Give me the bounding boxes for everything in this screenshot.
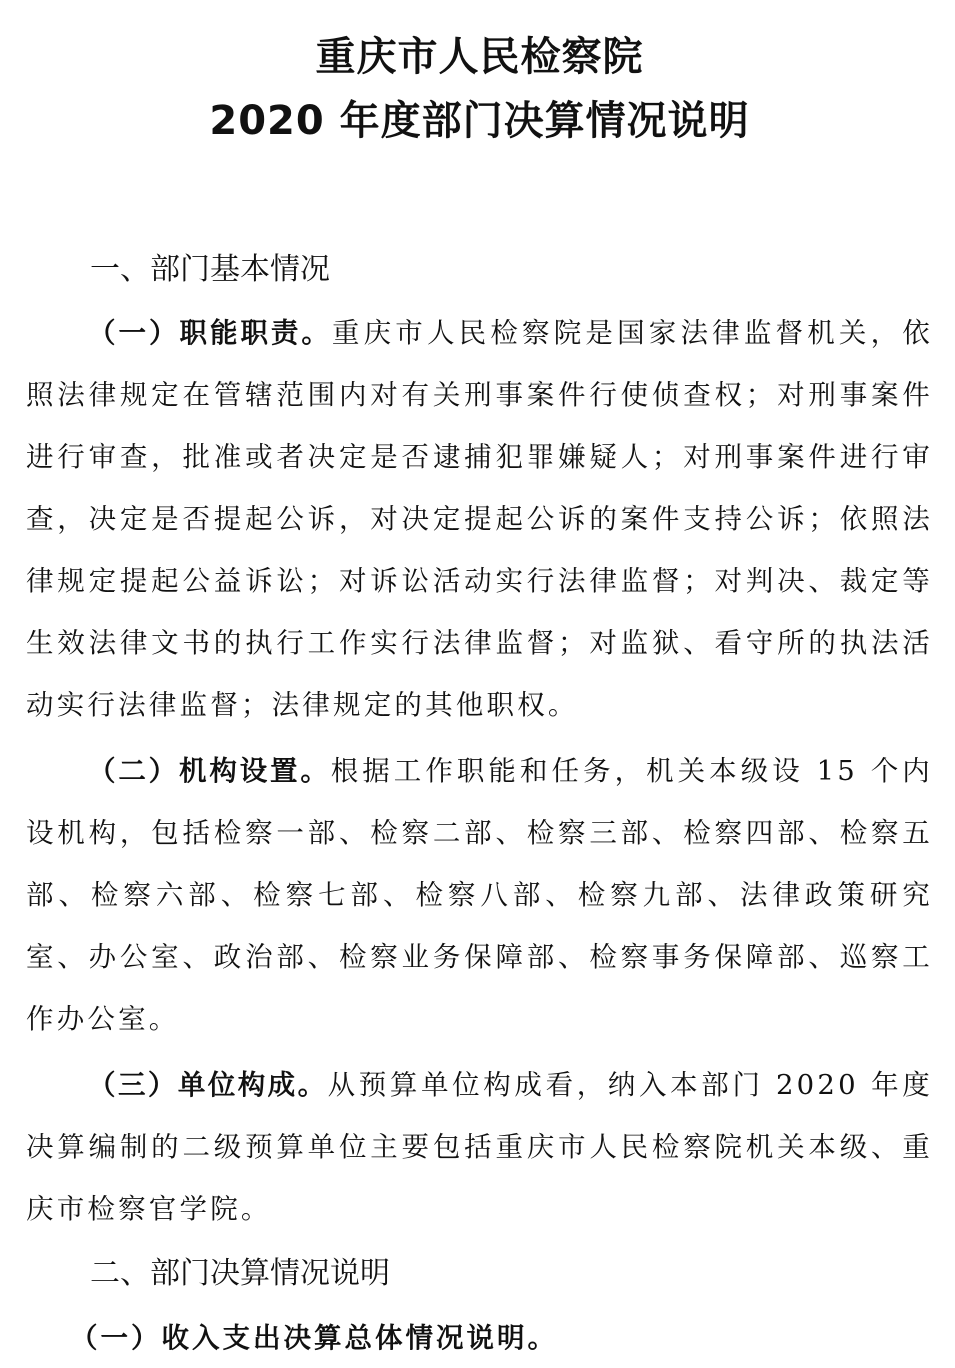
section-heading-basic-info: 一、部门基本情况: [90, 252, 330, 287]
paragraph-organization: [26, 740, 933, 1050]
paragraph-units-body: 从预算单位构成看，纳入本部门 2020 年度决算编制的二级预算单位主要包括重庆市人民检察院机关本级、重庆市检察官学院。: [26, 1069, 933, 1225]
paragraph-units-lead: （三）单位构成。: [88, 1069, 328, 1101]
paragraph-units: [26, 1054, 933, 1240]
paragraph-organization-body: 根据工作职能和任务，机关本级设 15 个内设机构，包括检察一部、检察二部、检察三部、检察四部、检察五部、检察六部、检察七部、检察八部、检察九部、法律政策研究室、办公室、政治部、检察业务保障部、检察事务保障部、巡察工作办公室。: [26, 755, 933, 1035]
section-heading-final-accounts: 二、部门决算情况说明: [90, 1256, 390, 1291]
paragraph-functions-body: 重庆市人民检察院是国家法律监督机关，依照法律规定在管辖范围内对有关刑事案件行使侦查权；对刑事案件进行审查，批准或者决定是否逮捕犯罪嫌疑人；对刑事案件进行审查，决定是否提起公诉，对决定提起公诉的案件支持公诉；依照法律规定提起公益诉讼；对诉讼活动实行法律监督；对判决、裁定等生效法律文书的执行工作实行法律监督；对监狱、看守所的执法活动实行法律监督；法律规定的其他职权。: [26, 317, 933, 721]
paragraph-organization-lead: （二）机构设置。: [88, 755, 331, 787]
document-title-line1: 重庆市人民检察院: [315, 34, 644, 80]
document-title-line2: 2020 年度部门决算情况说明: [209, 98, 750, 144]
paragraph-functions-lead: （一）职能职责。: [88, 317, 332, 349]
subsection-heading-income-expenditure: （一）收入支出决算总体情况说明。: [70, 1322, 558, 1354]
paragraph-functions: [26, 302, 933, 736]
